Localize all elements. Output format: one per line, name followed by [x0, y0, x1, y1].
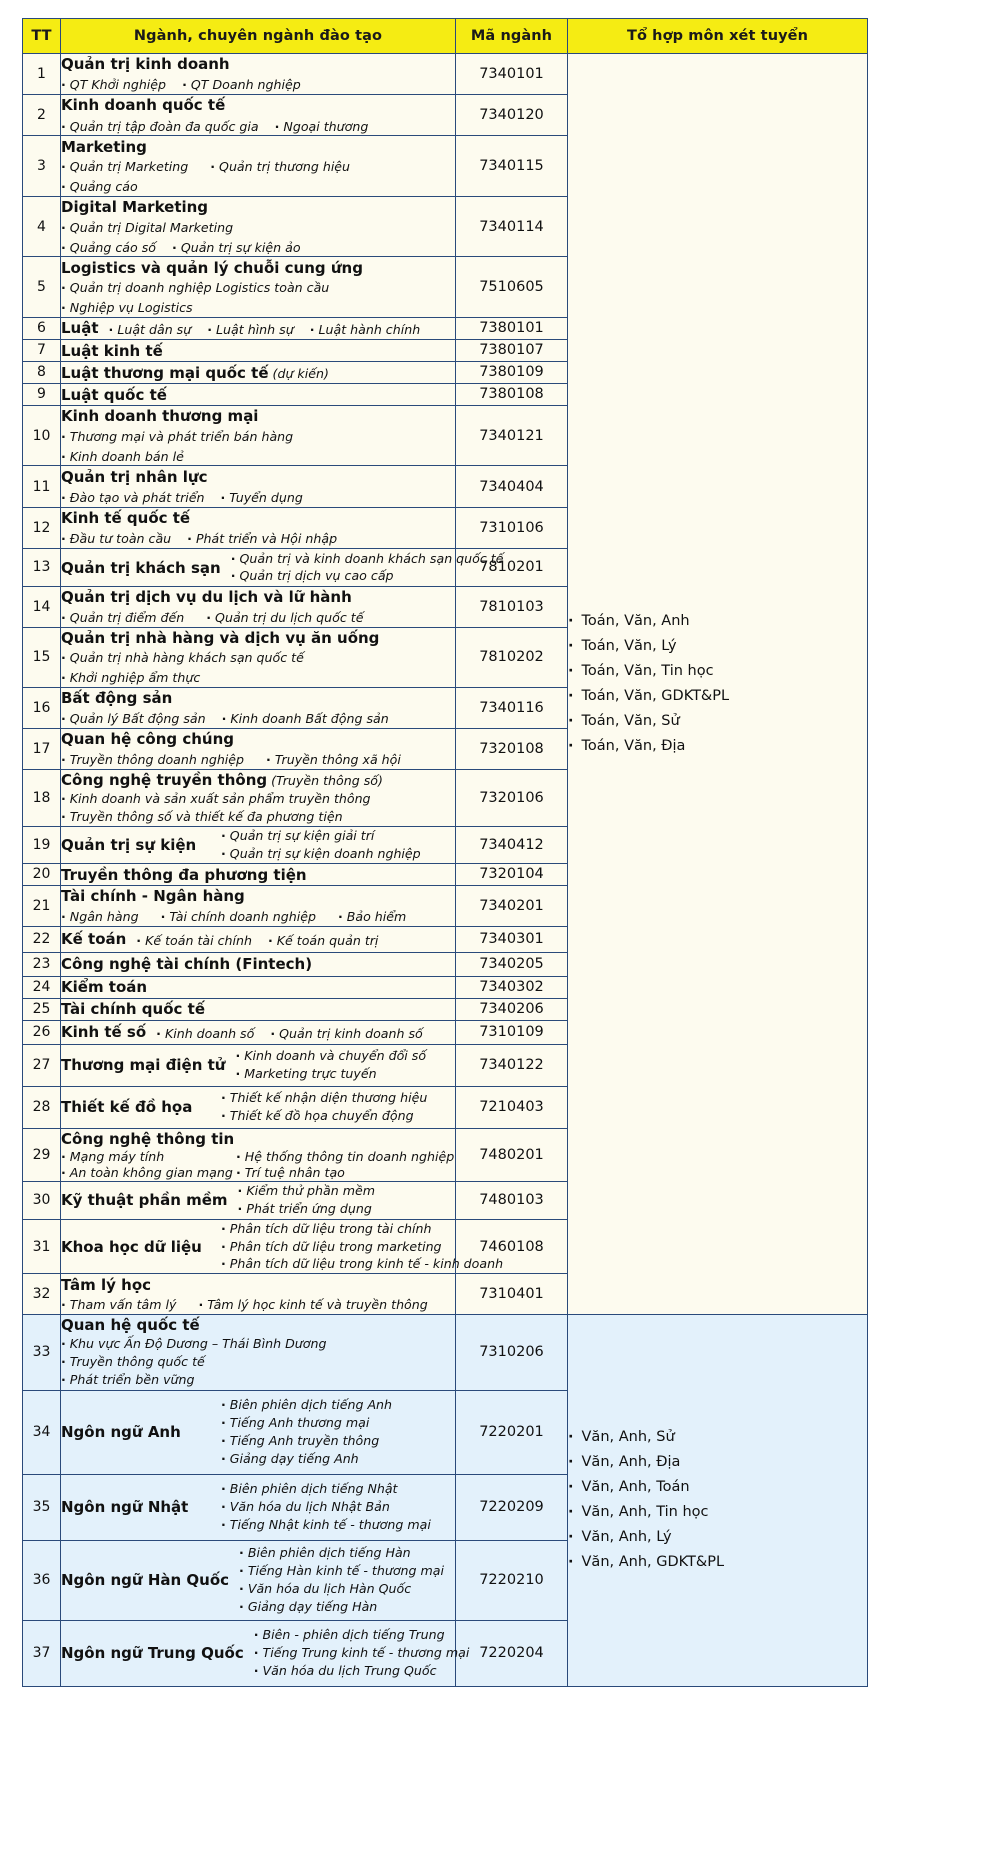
specialization: · Mạng máy tính [61, 1149, 220, 1165]
row-index: 4 [23, 196, 61, 256]
specialization: · Marketing trực tuyến [235, 1065, 426, 1083]
specialization: · Thiết kế đồ họa chuyển động [221, 1107, 427, 1125]
specialization: · Quản trị tập đoàn đa quốc gia [61, 119, 259, 135]
row-index: 24 [23, 976, 61, 998]
major-name: Bất động sản [61, 689, 173, 708]
table-row [23, 1314, 868, 1390]
major-code: 7310106 [456, 507, 568, 548]
specialization-list [235, 1047, 426, 1083]
row-index: 26 [23, 1020, 61, 1044]
specialization: · Quản trị sự kiện doanh nghiệp [221, 845, 421, 863]
major-code: 7340115 [456, 136, 568, 196]
major-row-inline [61, 929, 455, 949]
combination-item: · Toán, Văn, Sử [568, 709, 867, 734]
major-code: 7220210 [456, 1540, 568, 1620]
major-code: 7220204 [456, 1620, 568, 1686]
specialization-list [61, 74, 317, 94]
major-code: 7480103 [456, 1181, 568, 1219]
specialization: · Tài chính doanh nghiệp [161, 909, 316, 925]
combination-item: · Văn, Anh, Địa [568, 1450, 867, 1475]
major-cell [61, 548, 504, 586]
major-name: Kinh tế quốc tế [61, 508, 191, 527]
major-cell [61, 1540, 456, 1620]
specialization-list [61, 607, 455, 627]
specialization: · Kinh doanh và sản xuất sản phẩm truyền thông [61, 790, 455, 808]
specialization: · Kinh doanh Bất động sản [222, 711, 389, 727]
major-cell [61, 952, 456, 976]
combination-cell [568, 54, 868, 1315]
specialization: · Kế toán quản trị [268, 933, 378, 949]
row-index: 12 [23, 507, 61, 548]
major-cell [61, 136, 456, 196]
specialization: · Luật dân sự [109, 322, 192, 338]
specialization-list [61, 749, 455, 769]
combination-cell [568, 1314, 868, 1686]
specialization: · Biên phiên dịch tiếng Anh [221, 1396, 392, 1414]
row-index: 19 [23, 827, 61, 864]
specialization: · Tiếng Nhật kinh tế - thương mại [221, 1516, 431, 1534]
specialization: · Giảng dạy tiếng Hàn [239, 1598, 444, 1616]
row-index: 6 [23, 317, 61, 339]
combination-item: · Toán, Văn, Anh [568, 609, 867, 634]
major-cell [61, 586, 456, 627]
row-index: 13 [23, 548, 61, 586]
major-cell [61, 1314, 456, 1390]
specialization: · Quản trị Marketing [61, 159, 188, 175]
major-code: 7340101 [456, 54, 568, 95]
major-code: 7340120 [456, 95, 568, 136]
major-cell [61, 729, 456, 770]
specialization-list [221, 1396, 392, 1468]
specialization-list [109, 319, 437, 339]
major-cell [61, 54, 456, 95]
specialization-list [61, 487, 319, 507]
specialization: · Thiết kế nhận diện thương hiệu [221, 1089, 427, 1107]
major-cell [61, 1044, 456, 1086]
specialization: · Giảng dạy tiếng Anh [221, 1450, 392, 1468]
specialization: · Tiếng Hàn kinh tế - thương mại [239, 1562, 444, 1580]
specialization-list [231, 550, 504, 586]
major-name: Quan hệ công chúng [61, 730, 235, 749]
combination-item: · Toán, Văn, Địa [568, 734, 867, 759]
major-code: 7810103 [456, 586, 568, 627]
specialization: · Đầu tư toàn cầu [61, 531, 171, 547]
major-code: 7320108 [456, 729, 568, 770]
major-cell [61, 196, 456, 256]
major-name: Kiểm toán [61, 978, 148, 997]
specialization-list [221, 1089, 427, 1125]
major-cell [61, 688, 456, 729]
major-row-inline [61, 54, 455, 94]
specialization: · QT Doanh nghiệp [182, 77, 301, 93]
major-code: 7380109 [456, 361, 568, 383]
row-index: 7 [23, 339, 61, 361]
specialization-list [61, 156, 455, 196]
row-index: 31 [23, 1219, 61, 1274]
major-row-side [61, 1626, 470, 1680]
specialization: · Phân tích dữ liệu trong marketing [221, 1238, 503, 1256]
specialization: · Truyền thông quốc tế [61, 1353, 455, 1371]
specialization: · Tham vấn tâm lý [61, 1297, 177, 1313]
combination-item: · Toán, Văn, GDKT&PL [568, 684, 867, 709]
major-code: 7310401 [456, 1274, 568, 1315]
row-index: 18 [23, 769, 61, 826]
specialization: · Ngoại thương [275, 119, 369, 135]
major-name: Kinh tế số [61, 1023, 147, 1042]
major-cell [61, 466, 456, 507]
major-name: Truyền thông đa phương tiện [61, 865, 307, 884]
specialization-list [61, 906, 455, 926]
major-name: Quan hệ quốc tế [61, 1316, 200, 1335]
major-code: 7810201 [456, 548, 568, 586]
major-row-inline [61, 508, 455, 548]
major-row-side [61, 550, 504, 586]
specialization: · Phân tích dữ liệu trong kinh tế - kinh doanh [221, 1255, 503, 1273]
major-code: 7340301 [456, 926, 568, 952]
major-name: Ngôn ngữ Anh [61, 1423, 181, 1442]
major-name: Thương mại điện tử [61, 1056, 226, 1075]
major-row-side [61, 1396, 455, 1468]
major-name: Kinh doanh quốc tế [61, 96, 226, 115]
major-name: Quản trị nhà hàng và dịch vụ ăn uống [61, 628, 380, 647]
major-name: Luật thương mại quốc tế (dự kiến) [61, 363, 329, 382]
specialization: · Quản trị doanh nghiệp Logistics toàn cầu [61, 280, 329, 296]
row-index: 20 [23, 863, 61, 885]
specialization-list [61, 528, 353, 548]
major-code: 7380107 [456, 339, 568, 361]
major-cell [61, 1620, 470, 1686]
major-row-side [61, 1182, 455, 1218]
specialization-list [238, 1182, 375, 1218]
specialization: · Văn hóa du lịch Trung Quốc [254, 1662, 470, 1680]
specialization: · Phát triển bền vững [61, 1371, 455, 1389]
major-name: Khoa học dữ liệu [61, 1237, 202, 1256]
row-index: 32 [23, 1274, 61, 1315]
major-cell [61, 1020, 456, 1044]
specialization: · Quản trị Digital Marketing [61, 220, 233, 236]
row-index: 37 [23, 1620, 61, 1686]
major-code: 7340302 [456, 976, 568, 998]
specialization: · Khởi nghiệp ẩm thực [61, 670, 200, 686]
major-cell [61, 1274, 456, 1315]
major-cell [61, 339, 456, 361]
major-name: Kỹ thuật phần mềm [61, 1191, 228, 1210]
major-name: Logistics và quản lý chuỗi cung ứng [61, 258, 363, 277]
major-name: Quản trị kinh doanh [61, 55, 230, 74]
row-index: 36 [23, 1540, 61, 1620]
major-cell [61, 361, 456, 383]
major-name: Kinh doanh thương mại [61, 407, 259, 426]
row-index: 30 [23, 1181, 61, 1219]
specialization-list [61, 217, 455, 257]
major-code: 7220209 [456, 1474, 568, 1540]
major-name: Tâm lý học [61, 1275, 152, 1294]
specialization: · Quản trị điểm đến [61, 610, 184, 626]
major-name: Digital Marketing [61, 198, 209, 217]
major-code: 7340114 [456, 196, 568, 256]
specialization: · Khu vực Ấn Độ Dương – Thái Bình Dương [61, 1335, 455, 1353]
row-index: 10 [23, 405, 61, 465]
major-cell [61, 1181, 456, 1219]
major-name: Thiết kế đồ họa [61, 1098, 193, 1117]
combination-item: · Văn, Anh, GDKT&PL [568, 1550, 867, 1575]
major-cell [61, 863, 456, 885]
specialization: · Hệ thống thông tin doanh nghiệp [236, 1149, 454, 1165]
major-code: 7340206 [456, 998, 568, 1020]
row-index: 27 [23, 1044, 61, 1086]
major-code: 7340404 [456, 466, 568, 507]
row-index: 28 [23, 1086, 61, 1128]
specialization: · Quản trị kinh doanh số [270, 1026, 422, 1042]
specialization: · Quản trị nhà hàng khách sạn quốc tế [61, 650, 304, 666]
major-cell [61, 976, 456, 998]
specialization: · Tâm lý học kinh tế và truyền thông [199, 1297, 428, 1313]
major-code: 7380108 [456, 383, 568, 405]
major-cell [61, 885, 456, 926]
major-row-side [61, 1220, 504, 1274]
major-code: 7340205 [456, 952, 568, 976]
row-index: 35 [23, 1474, 61, 1540]
major-name: Luật quốc tế [61, 385, 167, 404]
row-index: 22 [23, 926, 61, 952]
specialization: · Quản trị du lịch quốc tế [206, 610, 363, 626]
table-body [23, 54, 868, 1687]
specialization-list [61, 277, 455, 317]
major-name: Quản trị dịch vụ du lịch và lữ hành [61, 588, 352, 607]
specialization: · Phát triển và Hội nhập [187, 531, 337, 547]
major-code: 7310206 [456, 1314, 568, 1390]
column-header-major: Ngành, chuyên ngành đào tạo [61, 19, 456, 54]
major-name: Công nghệ tài chính (Fintech) [61, 955, 313, 974]
specialization-list [239, 1544, 444, 1616]
major-name: Quản trị sự kiện [61, 836, 197, 855]
specialization: · QT Khởi nghiệp [61, 77, 166, 93]
major-note: (Truyền thông số) [267, 773, 383, 789]
specialization: · Quảng cáo [61, 179, 138, 195]
major-name: Tài chính - Ngân hàng [61, 887, 245, 906]
row-index: 11 [23, 466, 61, 507]
specialization: · Tuyển dụng [221, 490, 303, 506]
major-row-side [61, 1544, 455, 1616]
specialization-list [61, 708, 405, 728]
major-name: Tài chính quốc tế [61, 1000, 205, 1019]
major-code: 7340122 [456, 1044, 568, 1086]
major-row-side [61, 1089, 455, 1125]
major-name: Ngôn ngữ Nhật [61, 1498, 189, 1517]
specialization: · Biên phiên dịch tiếng Hàn [239, 1544, 444, 1562]
specialization: · Nghiệp vụ Logistics [61, 300, 193, 316]
major-row-inline [61, 1022, 455, 1042]
major-row-inline [61, 688, 455, 728]
major-row-inline [61, 318, 455, 338]
specialization: · Tiếng Anh thương mại [221, 1414, 392, 1432]
specialization: · Bảo hiểm [338, 909, 406, 925]
major-name: Quản trị khách sạn [61, 558, 221, 577]
specialization: · Trí tuệ nhân tạo [236, 1165, 454, 1181]
specialization: · Quản trị sự kiện giải trí [221, 827, 421, 845]
combination-item: · Văn, Anh, Sử [568, 1425, 867, 1450]
major-code: 7460108 [456, 1219, 568, 1274]
specialization: · Luật hành chính [310, 322, 421, 338]
specialization: · Phát triển ứng dụng [238, 1200, 375, 1218]
specialization: · Kinh doanh bán lẻ [61, 449, 184, 465]
major-row-side [61, 1480, 455, 1534]
major-note: (dự kiến) [268, 365, 329, 381]
major-code: 7340121 [456, 405, 568, 465]
specialization: · Văn hóa du lịch Nhật Bản [221, 1498, 431, 1516]
major-cell [61, 383, 456, 405]
row-index: 1 [23, 54, 61, 95]
major-cell [61, 769, 456, 826]
specialization: · Quản lý Bất động sản [61, 711, 206, 727]
specialization: · Phân tích dữ liệu trong tài chính [221, 1220, 503, 1238]
specialization: · Ngân hàng [61, 909, 139, 925]
combination-item: · Văn, Anh, Lý [568, 1525, 867, 1550]
major-code: 7340116 [456, 688, 568, 729]
major-code: 7310109 [456, 1020, 568, 1044]
specialization: · Biên - phiên dịch tiếng Trung [254, 1626, 470, 1644]
major-code: 7810202 [456, 627, 568, 687]
major-name: Công nghệ truyền thông (Truyền thông số) [61, 771, 383, 790]
specialization-list [61, 647, 455, 687]
table-row [23, 54, 868, 95]
specialization: · Quản trị thương hiệu [210, 159, 350, 175]
major-code: 7340412 [456, 827, 568, 864]
specialization-list [61, 116, 384, 136]
combination-item: · Văn, Anh, Tin học [568, 1500, 867, 1525]
major-name: Marketing [61, 137, 147, 156]
specialization-list [61, 790, 455, 827]
major-cell [61, 926, 456, 952]
major-cell [61, 1086, 456, 1128]
row-index: 17 [23, 729, 61, 770]
admissions-table [22, 18, 868, 1687]
specialization: · Kiểm thử phần mềm [238, 1182, 375, 1200]
specialization-list [221, 1480, 431, 1534]
row-index: 8 [23, 361, 61, 383]
major-cell [61, 405, 456, 465]
row-index: 25 [23, 998, 61, 1020]
row-index: 29 [23, 1128, 61, 1181]
major-name: Luật [61, 319, 99, 338]
major-name: Luật kinh tế [61, 341, 163, 360]
major-name: Ngôn ngữ Hàn Quốc [61, 1571, 230, 1590]
major-code: 7320106 [456, 769, 568, 826]
major-code: 7220201 [456, 1390, 568, 1474]
specialization-list [61, 1335, 455, 1390]
row-index: 15 [23, 627, 61, 687]
specialization: · Quản trị dịch vụ cao cấp [231, 567, 504, 585]
major-cell [61, 1128, 456, 1181]
major-cell [61, 1474, 456, 1540]
specialization: · Văn hóa du lịch Hàn Quốc [239, 1580, 444, 1598]
row-index: 16 [23, 688, 61, 729]
major-cell [61, 1390, 456, 1474]
specialization-list [254, 1626, 470, 1680]
row-index: 9 [23, 383, 61, 405]
specialization: · Truyền thông doanh nghiệp [61, 752, 244, 768]
specialization-list [221, 827, 421, 863]
table-header [23, 19, 868, 54]
specialization: · Truyền thông xã hội [266, 752, 401, 768]
major-code: 7380101 [456, 317, 568, 339]
row-index: 34 [23, 1390, 61, 1474]
major-row-side [61, 827, 455, 863]
specialization: · An toàn không gian mạng [61, 1165, 220, 1181]
specialization: · Quảng cáo số [61, 240, 156, 256]
column-header-code: Mã ngành [456, 19, 568, 54]
column-header-combination: Tổ hợp môn xét tuyển [568, 19, 868, 54]
specialization: · Tiếng Trung kinh tế - thương mại [254, 1644, 470, 1662]
major-row-inline [61, 466, 455, 506]
major-name: Quản trị nhân lực [61, 467, 208, 486]
specialization: · Tiếng Anh truyền thông [221, 1432, 392, 1450]
major-cell [61, 627, 456, 687]
combination-item: · Văn, Anh, Toán [568, 1475, 867, 1500]
specialization: · Kinh doanh số [156, 1026, 254, 1042]
header-row [23, 19, 868, 54]
row-index: 21 [23, 885, 61, 926]
major-name: Công nghệ thông tin [61, 1129, 235, 1148]
specialization-list [136, 930, 394, 950]
major-cell [61, 95, 456, 136]
combination-item: · Toán, Văn, Tin học [568, 659, 867, 684]
row-index: 2 [23, 95, 61, 136]
major-code: 7480201 [456, 1128, 568, 1181]
specialization: · Luật hình sự [207, 322, 293, 338]
major-row-inline [61, 95, 455, 135]
specialization-list [61, 1149, 455, 1180]
specialization-list [156, 1023, 439, 1043]
specialization: · Biên phiên dịch tiếng Nhật [221, 1480, 431, 1498]
specialization: · Kế toán tài chính [136, 933, 252, 949]
combination-item: · Toán, Văn, Lý [568, 634, 867, 659]
major-name: Kế toán [61, 930, 127, 949]
major-cell [61, 507, 456, 548]
major-name: Ngôn ngữ Trung Quốc [61, 1644, 244, 1663]
specialization-list [221, 1220, 503, 1274]
specialization: · Quản trị sự kiện ảo [172, 240, 301, 256]
major-code: 7210403 [456, 1086, 568, 1128]
column-header-tt: TT [23, 19, 61, 54]
major-cell [61, 317, 456, 339]
major-code: 7320104 [456, 863, 568, 885]
specialization-list [61, 426, 455, 466]
specialization: · Quản trị và kinh doanh khách sạn quốc tế [231, 550, 504, 568]
major-code: 7340201 [456, 885, 568, 926]
row-index: 5 [23, 257, 61, 317]
specialization: · Thương mại và phát triển bán hàng [61, 429, 293, 445]
major-cell [61, 827, 456, 864]
row-index: 23 [23, 952, 61, 976]
row-index: 3 [23, 136, 61, 196]
specialization: · Đào tạo và phát triển [61, 490, 205, 506]
major-code: 7510605 [456, 257, 568, 317]
row-index: 33 [23, 1314, 61, 1390]
major-cell [61, 998, 456, 1020]
major-row-side [61, 1047, 455, 1083]
major-cell [61, 257, 456, 317]
specialization-list [61, 1294, 455, 1314]
major-cell [61, 1219, 504, 1274]
specialization: · Truyền thông số và thiết kế đa phương tiện [61, 808, 455, 826]
specialization: · Kinh doanh và chuyển đổi số [235, 1047, 426, 1065]
row-index: 14 [23, 586, 61, 627]
